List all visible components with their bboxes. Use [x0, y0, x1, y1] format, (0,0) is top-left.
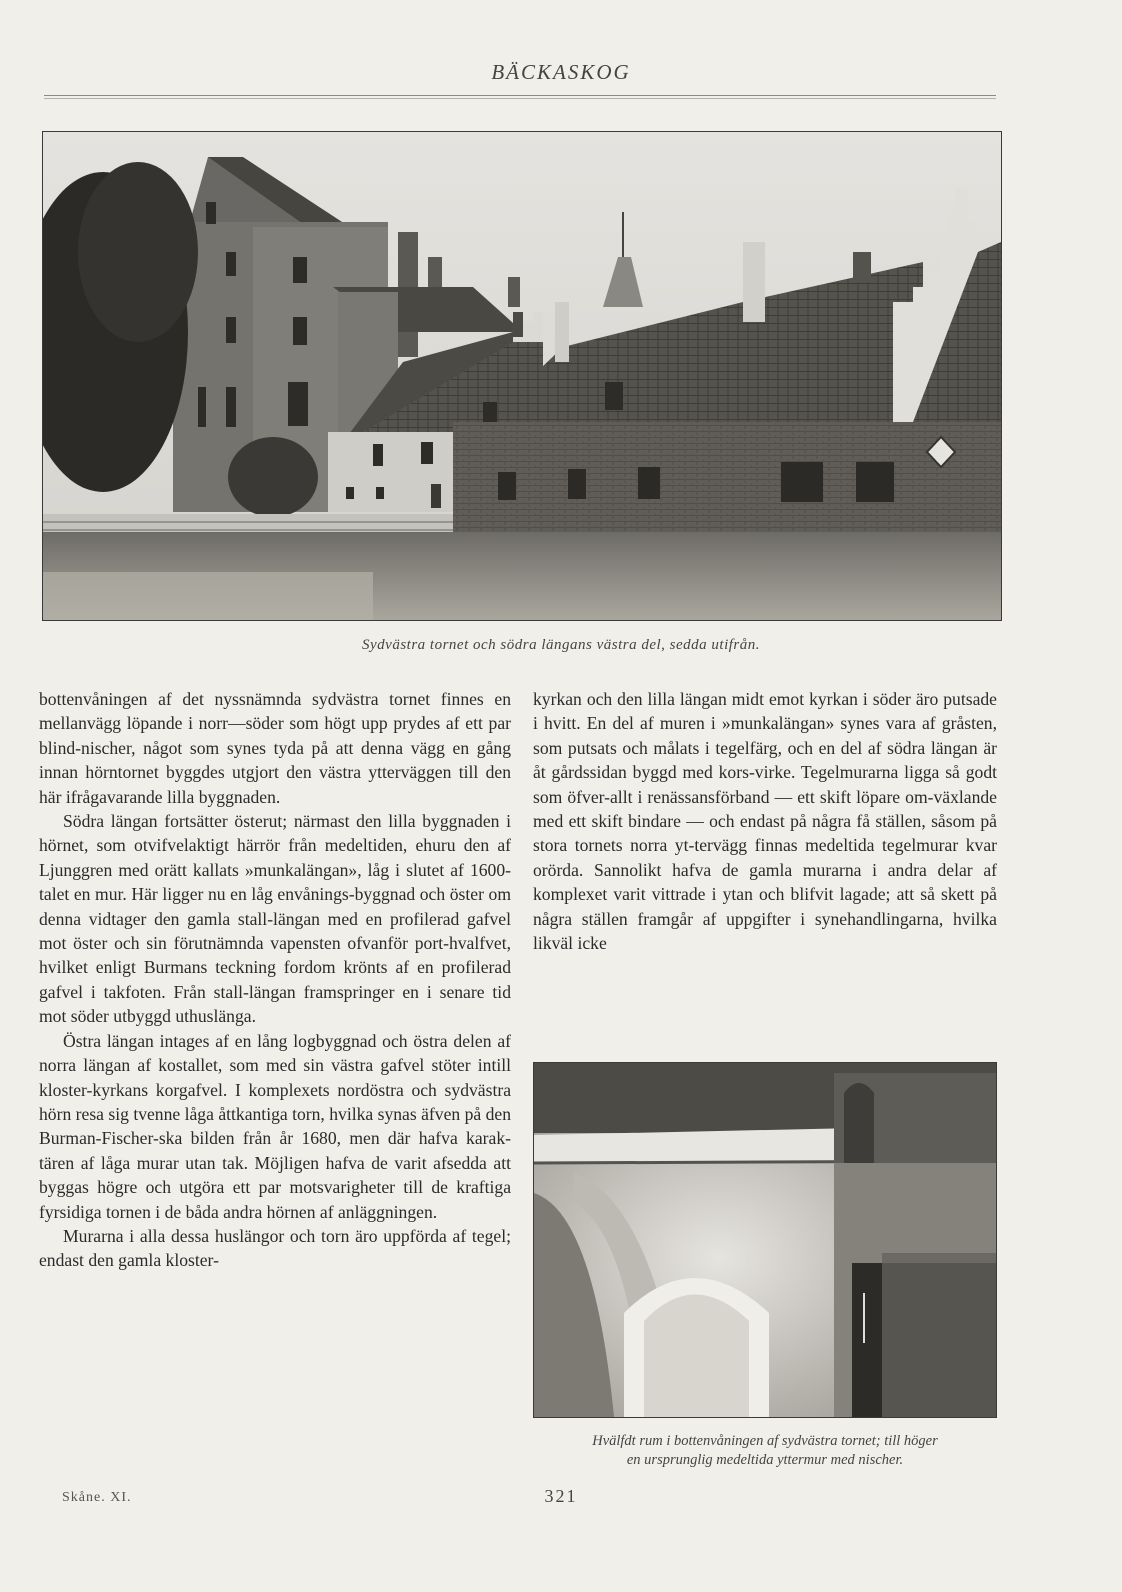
vaulted-room-photo	[533, 1062, 997, 1418]
page-number: 321	[544, 1486, 578, 1506]
right-text-column	[533, 687, 997, 955]
left-paragraph-2: Södra längan fortsätter österut; närmast den lilla byggnaden i hörnet, som otvifvelaktigt härrör från medeltiden, ehuru den af Ljunggren med orätt kallats »munkalängan», låg i slutet af 1600-talet en mur. Här ligger nu en låg envånings-byggnad och öster om denna vidtager den gamla stall-längan med en profilerad gafvel mot öster och sin förutnämnda vapensten ofvanför port-hvalfvet, hvilket enligt Burmans teckning fordom krönts af en profilerad gafvel i takfoten. Från stall-längan framspringer en i senare tid mot söder utbyggd uthuslänga.	[39, 811, 511, 1027]
left-paragraph-1: bottenvåningen af det nyssnämnda sydvästra tornet finnes en mellanvägg löpande i norr—söder som högt upp prydes af ett par blind-nischer, något som synes tyda på att denna vägg en gång innan hörntornet byggdes utgjort den västra ytterväggen till den här ifrågavarande lilla byggnaden.	[39, 689, 511, 807]
running-title: BÄCKASKOG	[491, 60, 631, 84]
left-text-column	[39, 687, 511, 1273]
castle-exterior-photo	[42, 131, 1002, 621]
left-paragraph-4: Murarna i alla dessa huslängor och torn äro uppförda af tegel; endast den gamla kloster-	[39, 1225, 511, 1271]
bottom-caption-line-2: en ursprunglig medeltida yttermur med nischer.	[626, 1452, 904, 1468]
bottom-figure-caption	[530, 1432, 1000, 1470]
header-rule	[44, 95, 996, 96]
left-paragraph-3: Östra längan intages af en lång logbyggnad och östra delen af norra längan af kostallet, som med sin västra gafvel stöter intill kloster-kyrkans korgafvel. I komplexets nordöstra och sydvästra hörn resa sig tvenne låga åttkantiga torn, hvilka synas äfven på den Burman-Fischer-ska bilden från år 1680, men där hafva karak-tären af låga murar utan tak. Möjligen hafva de varit afsedda att byggas högre och utgöra ett par motsvarigheter till de kraftiga fyrsidiga tornen i de båda andra hörnen af anläggningen.	[39, 1030, 511, 1222]
vaulted-room-illustration	[534, 1063, 996, 1417]
top-figure-caption: Sydvästra tornet och södra längans västra del, sedda utifrån.	[362, 637, 760, 653]
footer-signature: Skåne. XI.	[62, 1490, 132, 1505]
castle-exterior-illustration	[43, 132, 1001, 620]
header-rule-secondary	[44, 98, 996, 99]
bottom-caption-line-1: Hvälfdt rum i bottenvåningen af sydvästra tornet; till höger	[592, 1433, 938, 1449]
right-paragraph-1: kyrkan och den lilla längan midt emot kyrkan i söder äro putsade i hvitt. En del af muren i »munkalängan» synes vara af gråsten, som putsats och målats i tegelfärg, och en del af södra längan är åt gårdssidan byggd med kors-virke. Tegelmurarna ligga så godt som öfver-allt i renässansförband — ett skift löpare om-växlande med ett skift bindare — och endast på några få ställen, såsom på stora tornets norra yt-tervägg finnas medeltida tegelmurar kvar orörda. Sannolikt hafva de gamla murarna i andra delar af komplexet varit vittrade i ytan och blifvit lagade; att så skett på några ställen framgår af uppgifter i synehandlingarna, hvilka likväl icke	[533, 689, 997, 954]
